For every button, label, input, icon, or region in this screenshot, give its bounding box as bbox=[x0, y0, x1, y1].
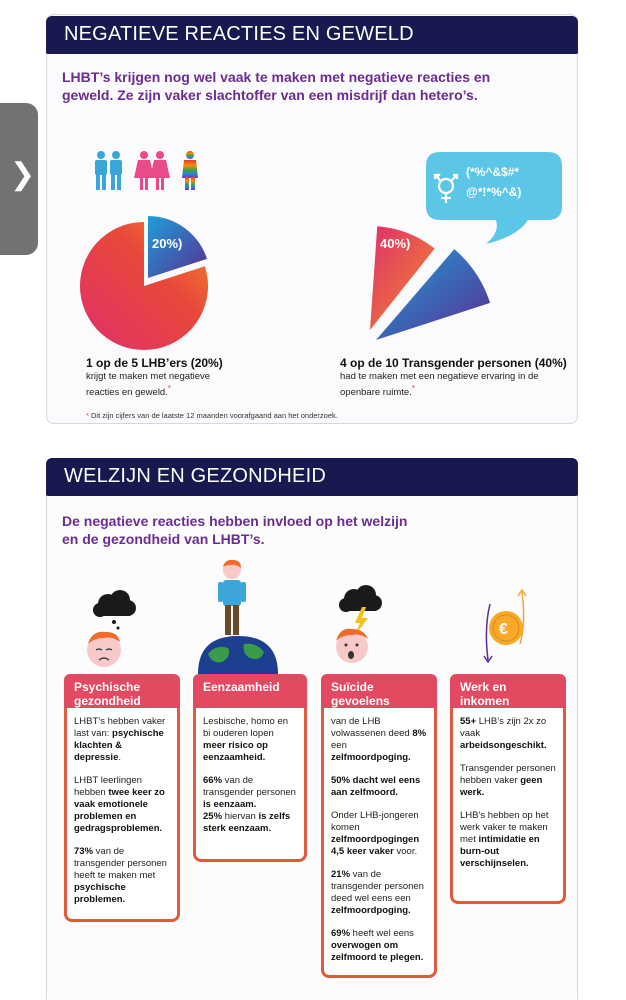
bubble-text-line1: (*%^&$#* bbox=[466, 165, 520, 179]
bubble-text-line2: @*!*%^&) bbox=[466, 185, 522, 199]
euro-icon bbox=[489, 611, 523, 645]
storm-cloud-icon bbox=[339, 585, 382, 612]
transgender-person-icon bbox=[182, 151, 198, 190]
asterisk-mark: * bbox=[167, 384, 171, 393]
sad-face-icon bbox=[87, 632, 121, 667]
card-header-werk-en-inkomen: Werk en inkomen bbox=[450, 674, 566, 728]
pie-label-20: 20%) bbox=[152, 236, 183, 251]
pie-chart-lhb bbox=[76, 208, 226, 358]
pie-label-40: 40%) bbox=[380, 236, 411, 251]
intro-text-1: LHBT’s krijgen nog wel vaak te maken met negatieve reacties en geweld. Ze zijn vaker slachtoffer van een misdrijf dan hetero’s. bbox=[62, 69, 491, 103]
globe-icon bbox=[198, 636, 278, 674]
euro-coin-illustration bbox=[478, 584, 538, 668]
stat-desc-transgender: had te maken met een negatieve ervaring in de openbare ruimte.* bbox=[340, 371, 539, 399]
card-body-werk-en-inkomen: 55+ LHB’s zijn 2x zo vaak arbeidsongeschikt. Transgender personen hebben vaker geen werk. LHB’s hebben op het werk vaker te maken met intimidatie en burn-out verschijnselen. bbox=[450, 708, 566, 904]
person-icon bbox=[218, 560, 246, 635]
card-header-eenzaamheid: Eenzaamheid bbox=[193, 674, 307, 714]
card-header-suicide-gevoelens: Suïcide gevoelens bbox=[321, 674, 437, 728]
stat-title-lhb: 1 op de 5 LHB’ers (20%) bbox=[86, 356, 223, 370]
intro-text-2: De negatieve reacties hebben invloed op het welzijn en de gezondheid van LHBT’s. bbox=[62, 513, 408, 547]
gay-couple-icon bbox=[95, 151, 122, 190]
svg-text:€: € bbox=[499, 621, 508, 638]
section-title-negatieve-reacties: NEGATIEVE REACTIES EN GEWELD bbox=[46, 16, 578, 54]
suicidal-person-illustration bbox=[328, 585, 398, 667]
footnote: * Dit zijn cijfers van de laatste 12 maanden voorafgaand aan het onderzoek. bbox=[86, 411, 338, 420]
asterisk-mark: * bbox=[411, 384, 415, 393]
sad-person-illustration bbox=[78, 590, 158, 672]
speech-bubble bbox=[420, 148, 570, 248]
stat-desc-lhb: krijgt te maken met negatieve reacties en geweld.* bbox=[86, 371, 211, 399]
side-nav-tab[interactable] bbox=[0, 103, 38, 255]
dark-cloud-icon bbox=[93, 590, 136, 617]
lesbian-couple-icon bbox=[134, 151, 170, 190]
lonely-person-on-globe bbox=[198, 558, 278, 674]
footnote-asterisk: * bbox=[86, 411, 89, 420]
section-title-welzijn: WELZIJN EN GEZONDHEID bbox=[46, 458, 578, 496]
card-body-eenzaamheid: Lesbische, homo en bi ouderen lopen meer risico op eenzaamheid. 66% van de transgender personen is eenzaam. 25% hiervan is zelfs sterk eenzaam. bbox=[193, 708, 307, 862]
card-body-suicide-gevoelens: van de LHB volwassenen deed 8% een zelfmoordpoging. 50% dacht wel eens aan zelfmoord. Onder LHB-jongeren komen zelfmoordpogingen 4,5 keer vaker voor. 21% van de transgender personen deed wel eens een zelfmoordpoging. 69% heeft wel eens overwogen om zelfmoord te plegen. bbox=[321, 708, 437, 978]
card-header-psychische-gezondheid: Psychische gezondheid bbox=[64, 674, 180, 728]
stat-title-transgender: 4 op de 10 Transgender personen (40%) bbox=[340, 356, 567, 370]
people-icons bbox=[92, 150, 212, 194]
card-body-psychische-gezondheid: LHBT’s hebben vaker last van: psychische klachten & depressie. LHBT leerlingen hebben twee keer zo vaak emotionele problemen en gedragsproblemen. 73% van de transgender personen heeft te maken met psychische problemen. bbox=[64, 708, 180, 922]
chevron-right-icon: ❯ bbox=[10, 158, 36, 191]
shocked-face-icon bbox=[336, 629, 368, 663]
